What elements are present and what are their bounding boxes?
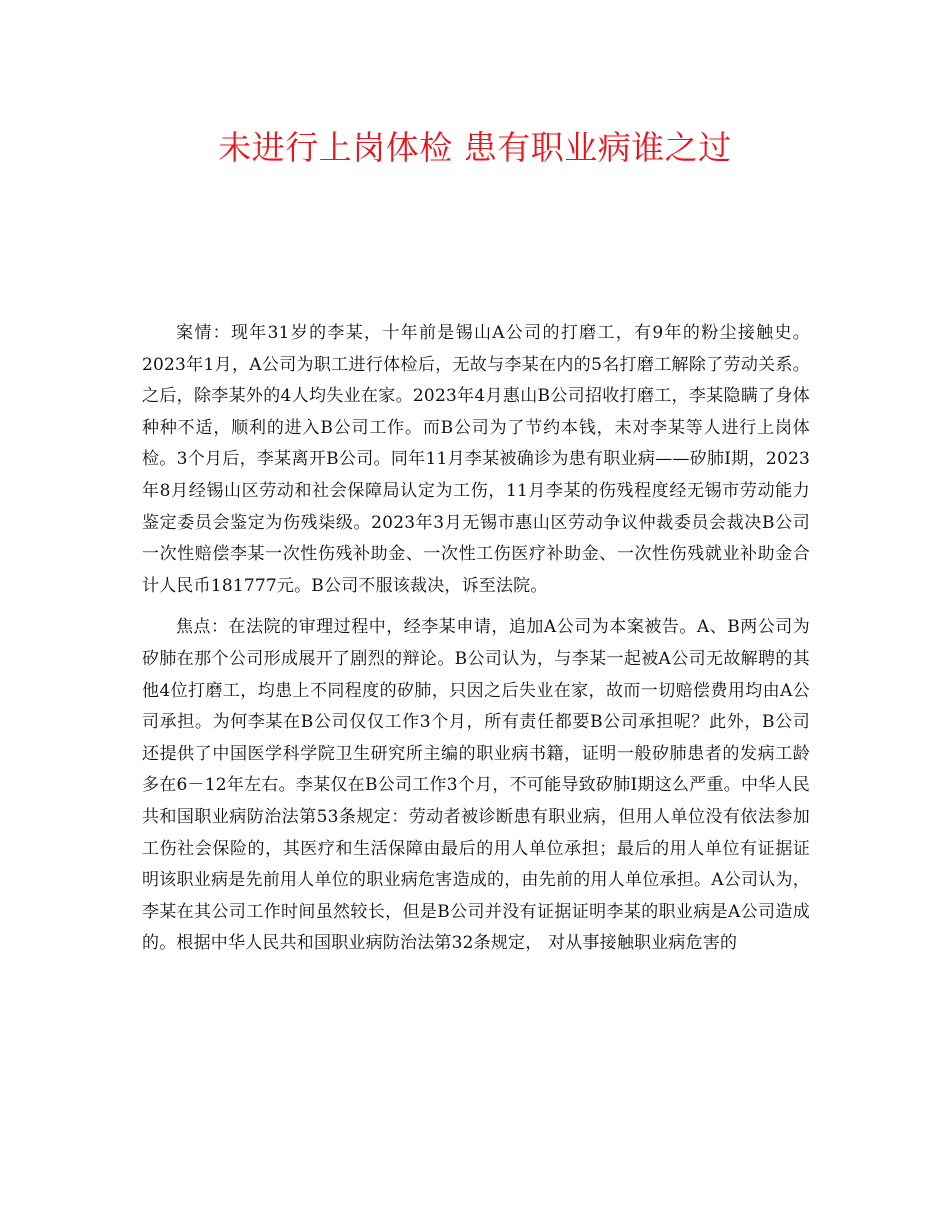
paragraph-focus: 焦点：在法院的审理过程中，经李某申请，追加A公司为本案被告。A、B两公司为矽肺在那个公司形成展开了剧烈的辩论。B公司认为，与李某一起被A公司无故解聘的其他4位打磨工，均患上不同程度的矽肺，只因之后失业在家，故而一切赔偿费用均由A公司承担。为何李某在B公司仅仅工作3个月，所有责任都要B公司承担呢？此外，B公司还提供了中国医学科学院卫生研究所主编的职业病书籍，证明一般矽肺患者的发病工龄多在6－12年左右。李某仅在B公司工作3个月，不可能导致矽肺Ⅰ期这么严重。中华人民共和国职业病防治法第53条规定：劳动者被诊断患有职业病，但用人单位没有依法参加工伤社会保险的，其医疗和生活保障由最后的用人单位承担；最后的用人单位有证据证明该职业病是先前用人单位的职业病危害造成的，由先前的用人单位承担。A公司认为，李某在其公司工作时间虽然较长，但是B公司并没有证据证明李某的职业病是A公司造成的。根据中华人民共和国职业病防治法第32条规定， 对从事接触职业病危害的 (142, 617, 810, 954)
document-title: 未进行上岗体检 患有职业病谁之过 (218, 128, 732, 167)
paragraph-case: 案情：现年31岁的李某，十年前是锡山A公司的打磨工，有9年的粉尘接触史。2023年1月，A公司为职工进行体检后，无故与李某在内的5名打磨工解除了劳动关系。之后，除李某外的4人均失业在家。2023年4月惠山B公司招收打磨工，李某隐瞒了身体种种不适，顺利的进入B公司工作。而B公司为了节约本钱，未对李某等人进行上岗体检。3个月后，李某离开B公司。同年11月李某被确诊为患有职业病——矽肺Ⅰ期，2023年8月经锡山区劳动和社会保障局认定为工伤，11月李某的伤残程度经无锡市劳动能力鉴定委员会鉴定为伤残柒级。2023年3月无锡市惠山区劳动争议仲裁委员会裁决B公司一次性赔偿李某一次性伤残补助金、一次性工伤医疗补助金、一次性伤残就业补助金合计人民币181777元。B公司不服该裁决，诉至法院。 (142, 323, 810, 596)
document-body (142, 318, 810, 960)
